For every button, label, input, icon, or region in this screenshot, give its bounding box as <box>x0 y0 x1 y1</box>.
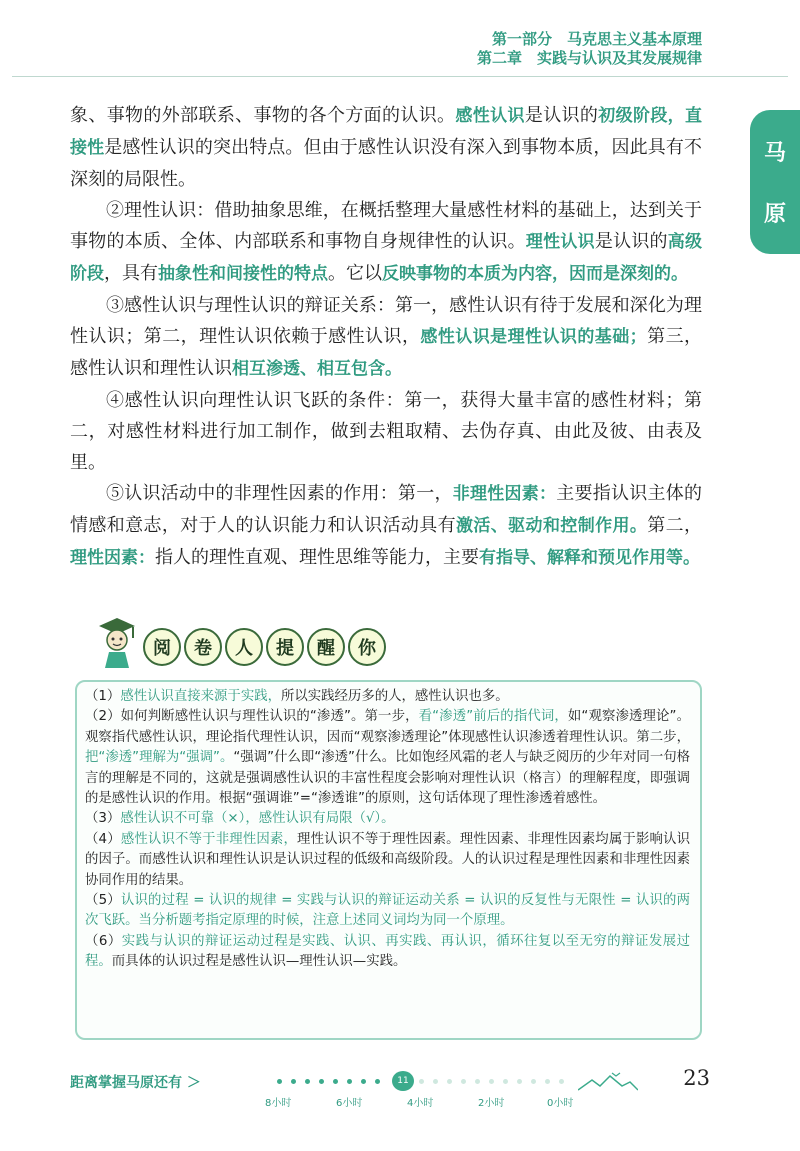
progress-dot <box>433 1079 438 1084</box>
progress-dot <box>447 1079 452 1084</box>
text-run: 指人的理性直观、理性思维等能力，主要 <box>155 547 479 568</box>
text-run: 是感性认识的突出特点。但由于感性认识没有深入到事物本质，因此具有不深刻的局限性。 <box>70 137 703 190</box>
body-text <box>70 100 702 574</box>
timeline-label: 6小时 <box>336 1098 363 1109</box>
banner-char: 阅 <box>143 628 181 666</box>
paragraph <box>70 195 702 290</box>
progress-dot <box>489 1079 494 1084</box>
banner-char: 卷 <box>184 628 222 666</box>
text-run: （4） <box>85 831 121 847</box>
progress-dot <box>461 1079 466 1084</box>
progress-dot <box>333 1079 338 1084</box>
banner-char: 你 <box>348 628 386 666</box>
reviewer-tip-banner <box>95 630 386 670</box>
highlighted-text: 感性认识是理性认识的基础； <box>420 327 647 347</box>
text-run: ②理性认识：借助抽象思维，在概括整理大量感性材料的基础上，达到关于事物的本质、全体、内部联系和事物自身规律性的认识。 <box>70 200 702 252</box>
progress-dot <box>277 1079 282 1084</box>
text-run: 而具体的认识过程是感性认识—理性认识—实践。 <box>111 954 407 970</box>
paragraph <box>70 290 702 385</box>
text-run: 是认识的 <box>594 231 668 252</box>
text-run: ③感性认识与理性认识的辩证关系：第一，感性认识有待于发展和深化为理性认识；第二，理性认识依赖于感性认识， <box>70 295 702 347</box>
progress-dot <box>475 1079 480 1084</box>
paragraph <box>70 100 702 195</box>
progress-dot <box>545 1079 550 1084</box>
text-run: 理性认识不等于理性因素。理性因素、非理性因素均属于影响认识的因子。而感性认识和理性认识是认识过程的低级和高级阶段。人的认识过程是理性因素和非理性因素协同作用的结果。 <box>85 831 691 888</box>
banner-char: 人 <box>225 628 263 666</box>
highlighted-text: 相互渗透、相互包含。 <box>232 359 402 379</box>
text-run: 主要指认识主体的情感和意志，对于人的认识能力和认识活动具有 <box>70 483 702 536</box>
highlighted-text: 理性因素： <box>70 548 155 568</box>
tip-box <box>75 680 702 1040</box>
graduate-mascot-icon <box>95 616 139 670</box>
tip-item <box>85 707 690 809</box>
header-divider <box>12 76 788 77</box>
progress-footer <box>70 1066 710 1110</box>
highlighted-text: 看“渗透”前后的指代词， <box>418 709 568 725</box>
side-tab-char: 马 <box>763 141 786 166</box>
progress-dot <box>291 1079 296 1084</box>
progress-dot <box>531 1079 536 1084</box>
text-run: （3） <box>85 811 121 827</box>
text-run: 象、事物的外部联系、事物的各个方面的认识。 <box>70 105 456 126</box>
progress-label: 距离掌握马原还有 ＞ <box>70 1075 201 1091</box>
highlighted-text: 反映事物的本质为内容，因而是深刻的。 <box>382 264 688 284</box>
text-run: “强调”什么即“渗透”什么。比如饱经风霜的老人与缺乏阅历的少年对同一句格言的理解是不同的，这就是强调感性认识的丰富性程度会影响对理性认识（格言）的理解程度，即强调的是感性认识的作用。根据“强调谁”=“渗透谁”的原则，这句话体现了理性渗透着感性。 <box>85 750 691 807</box>
text-run: 第三，感性认识和理性认识 <box>70 326 703 379</box>
text-run: ，具有 <box>104 263 158 284</box>
highlighted-text: 感性认识不可靠（×），感性认识有局限（√）。 <box>120 811 395 827</box>
progress-dot <box>503 1079 508 1084</box>
highlighted-text: 非理性因素： <box>452 484 557 504</box>
text-run: 所以实践经历多的人，感性认识也多。 <box>281 689 509 704</box>
text-run: （5） <box>85 893 121 909</box>
mountain-bird-icon <box>578 1070 638 1092</box>
text-run: 如“观察渗透理论”。观察指代感性认识，理论指代理性认识，因而“观察渗透理论”体现感性认识渗透着理性认识。第二步， <box>85 709 691 745</box>
timeline-label: 2小时 <box>478 1098 505 1109</box>
text-run: 。它以 <box>328 263 382 284</box>
banner-char: 醒 <box>307 628 345 666</box>
highlighted-text: 初级阶段，直接性 <box>70 106 703 158</box>
progress-dot <box>347 1079 352 1084</box>
progress-dot <box>361 1079 366 1084</box>
side-tab-char: 原 <box>763 202 786 227</box>
text-run: （2）如何判断感性认识与理性认识的“渗透”。第一步， <box>85 709 419 725</box>
highlighted-text: 高级阶段 <box>70 232 703 284</box>
text-run: （1） <box>85 689 121 704</box>
highlighted-text: 感性认识直接来源于实践， <box>120 689 281 704</box>
progress-dot <box>319 1079 324 1084</box>
timeline-label: 4小时 <box>407 1098 434 1109</box>
header-part: 第一部分 马克思主义基本原理 <box>491 30 702 48</box>
progress-dot <box>559 1079 564 1084</box>
timeline-label: 0小时 <box>547 1098 574 1109</box>
progress-current-marker: 11 <box>392 1071 414 1091</box>
highlighted-text: 有指导、解释和预见作用等。 <box>479 548 700 568</box>
text-run: ④感性认识向理性认识飞跃的条件：第一，获得大量丰富的感性材料；第二，对感性材料进行加工制作，做到去粗取精、去伪存真、由此及彼、由表及里。 <box>70 390 702 473</box>
highlighted-text: 实践与认识的辩证运动过程是实践、认识、再实践、再认识，循环往复以至无穷的辩证发展过程。 <box>85 933 690 970</box>
highlighted-text: 抽象性和间接性的特点 <box>158 264 328 284</box>
tip-item <box>85 809 690 829</box>
paragraph <box>70 385 702 478</box>
highlighted-text: 激活、驱动和控制作用。 <box>456 516 648 536</box>
highlighted-text: 把“渗透”理解为“强调”。 <box>85 750 234 766</box>
text-run: 第二， <box>647 515 703 536</box>
text-run: （6） <box>85 933 122 949</box>
tip-item <box>85 932 690 973</box>
running-header <box>477 30 702 68</box>
highlighted-text: 感性认识 <box>455 106 525 126</box>
tip-item <box>85 891 690 932</box>
highlighted-text: 认识的过程 = 认识的规律 = 实践与认识的辩证运动关系 = 认识的反复性与无限性 = 认识的两次飞跃。当分析题考指定原理的时候，注意上述同义词均为同一个原理。 <box>85 893 690 929</box>
progress-dot <box>517 1079 522 1084</box>
highlighted-text: 感性认识不等于非理性因素， <box>120 831 298 847</box>
tip-item <box>85 830 690 891</box>
highlighted-text: 理性认识 <box>525 232 595 252</box>
section-side-tab <box>750 110 800 254</box>
header-chapter: 第二章 实践与认识及其发展规律 <box>476 49 702 67</box>
banner-title <box>143 628 386 666</box>
text-run: 是认识的 <box>524 105 599 126</box>
progress-dot <box>419 1079 424 1084</box>
paragraph <box>70 478 702 574</box>
progress-dot <box>375 1079 380 1084</box>
tip-item <box>85 687 690 707</box>
banner-char: 提 <box>266 628 304 666</box>
timeline-label: 8小时 <box>265 1098 292 1109</box>
page-number: 23 <box>683 1066 710 1090</box>
progress-dot <box>305 1079 310 1084</box>
text-run: ⑤认识活动中的非理性因素的作用：第一， <box>106 483 453 504</box>
